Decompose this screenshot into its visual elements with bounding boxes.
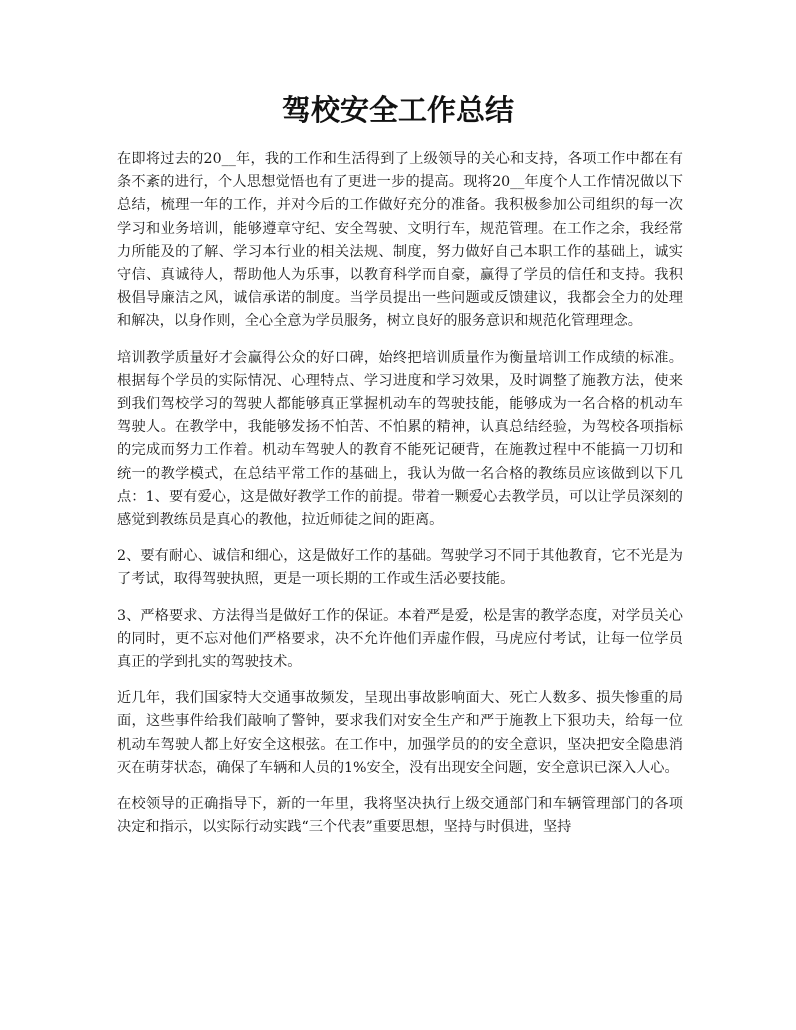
- body-paragraph: 在校领导的正确指导下，新的一年里，我将坚决执行上级交通部门和车辆管理部门的各项决定和指示，以实际行动实践“三个代表”重要思想，坚持与时俱进，坚持: [117, 796, 683, 836]
- body-paragraph: 在即将过去的20__年，我的工作和生活得到了上级领导的关心和支持，各项工作中都在有条不紊的进行，个人思想觉悟也有了更进一步的提高。现将20__年度个人工作情况做以下总结，梳理一年的工作，并对今后的工作做好充分的准备。我积极参加公司组织的每一次学习和业务培训，能够遵章守纪、安全驾驶、文明行车，规范管理。在工作之余，我经常力所能及的了解、学习本行业的相关法规、制度，努力做好自己本职工作的基础上，诚实守信、真诚待人，帮助他人为乐事，以教育科学而自豪，赢得了学员的信任和支持。我积极倡导廉洁之风，诚信承诺的制度。当学员提出一些问题或反馈建议，我都会全力的处理和解决，以身作则，全心全意为学员服务，树立良好的服务意识和规范化管理理念。: [117, 151, 683, 330]
- document-body: [117, 148, 683, 852]
- body-paragraph: 2、要有耐心、诚信和细心，这是做好工作的基础。驾驶学习不同于其他教育，它不光是为了考试，取得驾驶执照，更是一项长期的工作或生活必要技能。: [117, 548, 683, 588]
- body-paragraph: 近几年，我们国家特大交通事故频发，呈现出事故影响面大、死亡人数多、损失惨重的局面，这些事件给我们敲响了警钟，要求我们对安全生产和严于施教上下狠功夫，给每一位机动车驾驶人都上好安全这根弦。在工作中，加强学员的的安全意识，坚决把安全隐患消灭在萌芽状态，确保了车辆和人员的1%安全，没有出现安全问题，安全意识已深入人心。: [117, 690, 683, 776]
- body-paragraph: 3、严格要求、方法得当是做好工作的保证。本着严是爱，松是害的教学态度，对学员关心的同时，更不忘对他们严格要求，决不允许他们弄虚作假，马虎应付考试，让每一位学员真正的学到扎实的驾驶技术。: [117, 607, 683, 671]
- document-title: 驾校安全工作总结: [281, 93, 514, 127]
- body-paragraph: 培训教学质量好才会赢得公众的好口碑，始终把培训质量作为衡量培训工作成绩的标准。根据每个学员的实际情况、心理特点、学习进度和学习效果，及时调整了施教方法，使来到我们驾校学习的驾驶人都能够真正掌握机动车的驾驶技能，能够成为一名合格的机动车驾驶人。在教学中，我能够发扬不怕苦、不怕累的精神，认真总结经验，为驾校各项指标的完成而努力工作着。机动车驾驶人的教育不能死记硬背，在施教过程中不能搞一刀切和统一的教学模式，在总结平常工作的基础上，我认为做一名合格的教练员应该做到以下几点：1、要有爱心，这是做好教学工作的前提。带着一颗爱心去教学员，可以让学员深刻的感觉到教练员是真心的教他，拉近师徒之间的距离。: [117, 349, 683, 529]
